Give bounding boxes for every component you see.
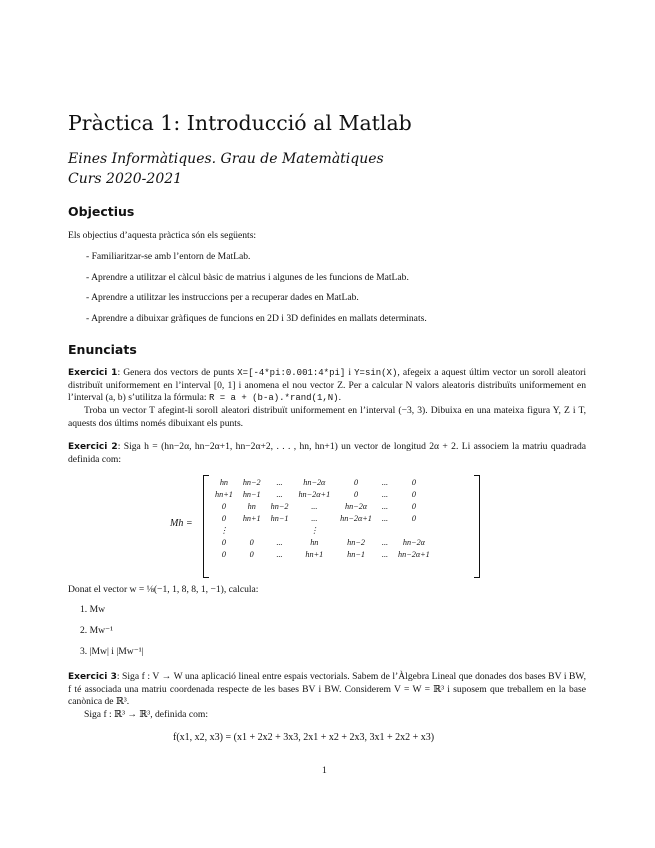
matrix-cell	[266, 524, 294, 536]
matrix-cell: hn−2α	[344, 501, 368, 511]
matrix-cell: hn+1	[242, 513, 261, 523]
exercise-3-label: Exercici 3	[68, 672, 117, 682]
matrix-cell: 0	[353, 477, 359, 487]
matrix-cell	[393, 524, 435, 536]
exercise-2-paragraph: Exercici 2: Siga h = (hn−2α, hn−2α+1, hn−2α+2, . . . , hn, hn+1) un vector de longitud 2α + 2. Li associem la matriu quadrada definida com:	[68, 441, 586, 465]
matrix-cell: hn−1	[242, 489, 261, 499]
matrix-cell: hn−2	[242, 477, 261, 487]
matrix-cell: 0	[221, 513, 226, 523]
matrix-cell: 0	[411, 501, 416, 511]
matrix-cell: hn	[219, 477, 228, 487]
page-number: 1	[322, 765, 327, 776]
code-snippet: Y=sin(X)	[354, 368, 398, 378]
matrix-table	[210, 476, 435, 560]
matrix-cell: ...	[276, 549, 283, 559]
formula: f(x1, x2, x3) = (x1 + 2x2 + 3x3, 2x1 + x2 + 2x3, 3x1 + 2x2 + x3)	[173, 732, 435, 743]
list-item: 2. Mw⁻¹	[80, 625, 113, 636]
matrix-cell: 0	[411, 513, 416, 523]
matrix-cell: 0	[353, 489, 359, 499]
matrix-cell: 0	[411, 489, 416, 499]
matrix-row	[210, 536, 435, 548]
matrix-cell: ...	[311, 513, 318, 523]
code-snippet: R = a + (b-a).*rand(1,N)	[208, 393, 339, 404]
matrix-cell: hn−2α+1	[398, 549, 430, 559]
matrix-cell: hn−1	[270, 513, 289, 523]
matrix-cell: ...	[276, 477, 283, 487]
exercise-2-label: Exercici 2	[68, 442, 118, 452]
objective-item: - Aprendre a dibuixar gràfiques de funcions en 2D i 3D definides en mallats determinats.	[86, 313, 427, 324]
matrix-cell: hn	[247, 501, 256, 511]
matrix-cell: 0	[221, 501, 226, 511]
objective-item: - Aprendre a utilitzar el càlcul bàsic de matrius i algunes de les funcions de MatLab.	[86, 272, 409, 283]
matrix-cell: hn−2	[347, 537, 365, 547]
matrix-cell: hn−2α	[303, 477, 326, 487]
exercise-1-label: Exercici 1	[68, 368, 118, 378]
exercise-3-paragraph: Exercici 3: Siga f : V → W una aplicació lineal entre espais vectorials. Sabem de l’Àlgebra Lineal que donades dos bases BV i BW, f té associada una matriu coordenada respecte de les bases BV i BW. Considerem V = W = ℝ³ i suposem que treballem en la base canònica de ℝ³.	[68, 671, 586, 708]
list-item: 1. Mw	[80, 604, 106, 615]
matrix-cell: 0	[411, 477, 416, 487]
matrix-cell: ...	[381, 513, 389, 523]
objectius-heading: Objectius	[68, 204, 135, 219]
matrix-cell: ⋮	[310, 525, 319, 535]
exercise-1-paragraph: Exercici 1: Genera dos vectors de punts X=[-4*pi:0.001:4*pi] i Y=sin(X), afegeix a aquest últim vector un soroll aleatori distribuït uniformement en l’interval [0, 1] i anomena el nou vector Z. Per a calcular N valors aleatoris distribuïts uniformement en l’interval (a, b) s’utilitza la fórmula: R = a + (b-a).*rand(1,N).	[68, 367, 586, 404]
objectius-intro: Els objectius d’aquesta pràctica són els següents:	[68, 230, 257, 241]
matrix-cell: ...	[381, 477, 389, 487]
matrix-cell: 0	[221, 549, 226, 559]
matrix-row	[210, 488, 435, 500]
matrix-left-bracket	[203, 475, 209, 578]
matrix-cell: hn−1	[347, 549, 365, 559]
enunciats-heading: Enunciats	[68, 342, 137, 357]
objective-item: - Aprendre a utilitzar les instruccions per a recuperar dades en MatLab.	[86, 292, 359, 303]
matrix-cell: ...	[381, 501, 389, 511]
matrix-cell: ...	[381, 549, 389, 559]
subtitle: Eines Informàtiques. Grau de Matemàtiques	[68, 151, 384, 167]
matrix-cell: 0	[221, 537, 226, 547]
matrix-cell	[238, 524, 266, 536]
exercise-2-given: Donat el vector w = ⅛(−1, 1, 8, 8, 1, −1), calcula:	[68, 584, 259, 595]
matrix-cell: ⋮	[219, 525, 228, 535]
matrix-cell: hn−2	[270, 501, 289, 511]
list-item: 3. |Mw| i |Mw⁻¹|	[80, 646, 144, 657]
matrix-cell: ...	[381, 537, 389, 547]
matrix-cell	[377, 524, 393, 536]
exercise-1-paragraph-2: Troba un vector T afegint-li soroll aleatori distribuït uniformement en l’interval (−3, 3). Dibuixa en una mateixa figura Y, Z i T, aquests dos últims només dibuixant els punts.	[68, 405, 586, 429]
matrix-cell: hn−2α+1	[298, 489, 331, 499]
matrix-row	[210, 512, 435, 524]
matrix-row	[210, 476, 435, 488]
matrix-cell: hn	[310, 537, 319, 547]
matrix-cell: 0	[249, 537, 254, 547]
matrix-row	[210, 524, 435, 536]
matrix-cell: hn−2α+1	[340, 513, 372, 523]
course-label: Curs 2020-2021	[68, 171, 183, 187]
matrix-cell: hn+1	[305, 549, 324, 559]
matrix-cell: hn−2α	[402, 537, 425, 547]
matrix-cell: ...	[276, 489, 283, 499]
objective-item: - Familiaritzar-se amb l’entorn de MatLab.	[86, 251, 251, 262]
matrix-cell: hn+1	[215, 489, 233, 499]
matrix-cell: ...	[311, 501, 318, 511]
matrix-right-bracket	[474, 475, 480, 578]
code-snippet: X=[-4*pi:0.001:4*pi]	[237, 368, 346, 378]
matrix-row	[210, 500, 435, 512]
matrix-cell	[335, 524, 377, 536]
page-title: Pràctica 1: Introducció al Matlab	[68, 111, 412, 135]
matrix-cell: 0	[249, 549, 254, 559]
matrix-label: Mh =	[170, 518, 193, 529]
matrix-row	[210, 548, 435, 560]
matrix-cell: ...	[381, 489, 389, 499]
matrix-cell: ...	[276, 537, 283, 547]
exercise-3-paragraph-2: Siga f : ℝ³ → ℝ³, definida com:	[84, 709, 209, 720]
